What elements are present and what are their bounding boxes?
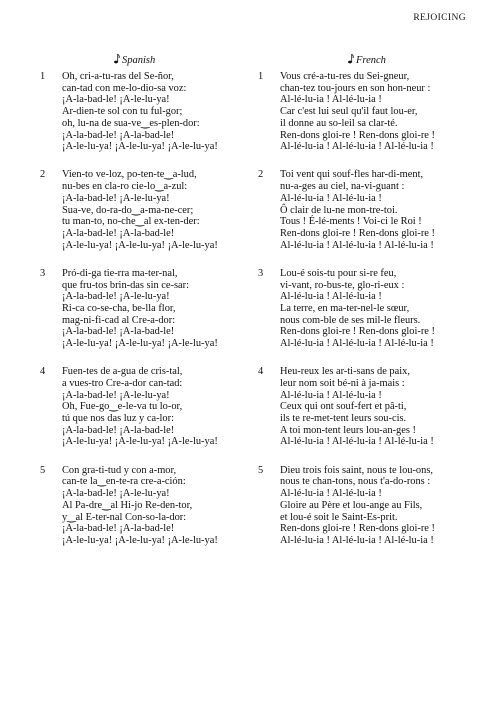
lyric-line: Ô clair de lu-ne mon-tre-toi. xyxy=(280,204,398,216)
lyric-line: Ri-ca co-se-cha, be-lla flor, xyxy=(62,302,176,314)
lyric-line: La terre, en ma-ter-nel-le sœur, xyxy=(280,302,410,314)
lyric-line: a vues-tro Cre-a-dor can-tad: xyxy=(62,377,183,389)
stanza-number: 4 xyxy=(40,366,46,378)
stanza-number: 3 xyxy=(40,267,46,279)
lyric-line: ils te re-met-tent leurs sou-cis. xyxy=(280,413,407,425)
lyric-line: Car c'est lui seul qu'il faut lou-er, xyxy=(280,106,418,118)
lyric-line: oh, lu-na de sua-ve‿es-plen-dor: xyxy=(62,117,200,129)
spanish-column-label: Spanish xyxy=(122,55,156,66)
lyric-line: tu man-to, no-che‿al ex-ten-der: xyxy=(62,216,200,228)
lyric-line: Toi vent qui souf-fles har-di-ment, xyxy=(280,169,424,181)
running-header: REJOICING xyxy=(413,13,466,23)
lyric-line: ¡A-le-lu-ya! ¡A-le-lu-ya! ¡A-le-lu-ya! xyxy=(62,534,218,546)
lyric-line: ¡A-la-bad-le! ¡A-la-bad-le! xyxy=(62,326,175,338)
lyric-line: Ar-dien-te sol con tu ful-gor; xyxy=(62,106,183,118)
stanza-number: 1 xyxy=(258,71,264,82)
lyric-line: Tous ! É-lé-ments ! Voi-ci le Roi ! xyxy=(280,216,422,228)
lyric-line: Fuen-tes de a-gua de cris-tal, xyxy=(62,366,183,378)
lyric-line: mag-ni-fi-cad al Cre-a-dor: xyxy=(62,314,176,326)
lyric-line: nous te chan-tons, nous t'a-do-rons : xyxy=(280,476,431,488)
lyric-line: vi-vant, ro-bus-te, glo-ri-eux : xyxy=(280,279,405,291)
lyric-line: Al-lé-lu-ia ! Al-lé-lu-ia ! Al-lé-lu-ia ! xyxy=(280,239,434,251)
stanza-number: 1 xyxy=(40,71,46,82)
lyric-line: nu-a-ges au ciel, na-vi-guant : xyxy=(280,181,405,193)
lyric-line: Ceux qui ont souf-fert et pâ-ti, xyxy=(280,401,407,413)
lyric-line: et lou-é soit le Saint-Es-prit. xyxy=(280,511,398,523)
lyric-line: Al-lé-lu-ia ! Al-lé-lu-ia ! Al-lé-lu-ia ! xyxy=(280,141,434,153)
lyric-line: Al-lé-lu-ia ! Al-lé-lu-ia ! xyxy=(280,291,382,303)
lyric-line: Ren-dons gloi-re ! Ren-dons gloi-re ! xyxy=(280,523,435,535)
lyric-line: Al-lé-lu-ia ! Al-lé-lu-ia ! xyxy=(280,389,382,401)
lyric-line: Vous cré-a-tu-res du Sei-gneur, xyxy=(280,71,410,82)
lyric-line: ¡A-la-bad-le! ¡A-la-bad-le! xyxy=(62,523,175,535)
stanza-number: 3 xyxy=(258,267,264,279)
lyric-line: Ren-dons gloi-re ! Ren-dons gloi-re ! xyxy=(280,326,435,338)
stanza-number: 2 xyxy=(258,169,264,181)
lyric-line: Heu-reux les ar-ti-sans de paix, xyxy=(280,366,410,378)
lyric-line: Vien-to ve-loz, po-ten-te‿a-lud, xyxy=(62,169,197,181)
lyric-line: Al-lé-lu-ia ! Al-lé-lu-ia ! xyxy=(280,192,382,204)
lyric-line: ¡A-le-lu-ya! ¡A-le-lu-ya! ¡A-le-lu-ya! xyxy=(62,239,218,251)
french-column xyxy=(258,55,473,563)
stanza xyxy=(258,465,473,547)
stanza-number: 5 xyxy=(258,464,264,476)
lyric-line: ¡A-la-bad-le! ¡A-la-bad-le! xyxy=(62,227,175,239)
lyric-line: ¡A-le-lu-ya! ¡A-le-lu-ya! ¡A-le-lu-ya! xyxy=(62,141,218,153)
spanish-column xyxy=(40,55,250,563)
stanza xyxy=(40,366,250,448)
lyric-line: ¡A-la-bad-le! ¡A-le-lu-ya! xyxy=(62,389,170,401)
lyric-line: ¡A-la-bad-le! ¡A-le-lu-ya! xyxy=(62,488,170,500)
lyric-line: Al-lé-lu-ia ! Al-lé-lu-ia ! Al-lé-lu-ia ! xyxy=(280,534,434,546)
lyric-line: leur nom soit bé-ni à ja-mais : xyxy=(280,377,405,389)
lyric-line: Sua-ve, do-ra-do‿a-ma-ne-cer; xyxy=(62,204,194,216)
lyric-line: y‿al E-ter-nal Con-so-la-dor: xyxy=(62,511,187,523)
stanza xyxy=(258,71,473,153)
spanish-stanzas xyxy=(40,71,250,547)
lyric-line: Al-lé-lu-ia ! Al-lé-lu-ia ! Al-lé-lu-ia ! xyxy=(280,436,434,448)
lyric-line: ¡A-la-bad-le! ¡A-le-lu-ya! xyxy=(62,291,170,303)
french-column-label: French xyxy=(356,55,386,66)
lyric-line: nous com-ble de ses mil-le fleurs. xyxy=(280,314,421,326)
lyric-line: il donne au so-leil sa clar-té. xyxy=(280,117,398,129)
stanza xyxy=(40,71,250,153)
lyric-line: Lou-é sois-tu pour si-re feu, xyxy=(280,267,397,279)
french-stanzas xyxy=(258,71,473,547)
music-note-icon xyxy=(114,53,120,64)
stanza xyxy=(40,465,250,547)
lyric-line: Al Pa-dre‿al Hi-jo Re-den-tor, xyxy=(62,499,193,511)
lyric-line: nu-bes en cla-ro cie-lo‿a-zul: xyxy=(62,181,188,193)
stanza xyxy=(258,366,473,448)
french-column-header xyxy=(258,55,473,71)
music-note-icon xyxy=(348,53,354,64)
spanish-column-header xyxy=(40,55,250,71)
lyric-line: can-tad con me-lo-dio-sa voz: xyxy=(62,82,187,94)
stanza xyxy=(40,268,250,350)
lyric-line: Al-lé-lu-ia ! Al-lé-lu-ia ! Al-lé-lu-ia ! xyxy=(280,338,434,350)
lyric-line: chan-tez tou-jours en son hon-neur : xyxy=(280,82,431,94)
lyric-line: Pró-di-ga tie-rra ma-ter-nal, xyxy=(62,267,178,279)
stanza-number: 2 xyxy=(40,169,46,181)
lyric-line: A toi mon-tent leurs lou-an-ges ! xyxy=(280,424,416,436)
stanza xyxy=(258,169,473,251)
lyric-line: can-te la‿en-te-ra cre-a-ción: xyxy=(62,476,186,488)
stanza-number: 4 xyxy=(258,366,264,378)
lyric-line: Gloire au Père et lou-ange au Fils, xyxy=(280,499,423,511)
stanza xyxy=(40,169,250,251)
lyric-line: Oh, Fue-go‿e-le-va tu lo-or, xyxy=(62,401,183,413)
lyric-line: Al-lé-lu-ia ! Al-lé-lu-ia ! xyxy=(280,488,382,500)
lyric-line: Al-lé-lu-ia ! Al-lé-lu-ia ! xyxy=(280,94,382,106)
lyric-line: ¡A-la-bad-le! ¡A-le-lu-ya! xyxy=(62,192,170,204)
lyric-line: ¡A-la-bad-le! ¡A-la-bad-le! xyxy=(62,424,175,436)
lyric-line: que fru-tos brin-das sin ce-sar: xyxy=(62,279,189,291)
lyric-line: Ren-dons gloi-re ! Ren-dons gloi-re ! xyxy=(280,227,435,239)
lyric-line: ¡A-le-lu-ya! ¡A-le-lu-ya! ¡A-le-lu-ya! xyxy=(62,436,218,448)
stanza-number: 5 xyxy=(40,464,46,476)
lyric-line: Con gra-ti-tud y con a-mor, xyxy=(62,464,177,476)
lyric-line: Dieu trois fois saint, nous te lou-ons, xyxy=(280,464,433,476)
lyric-line: Oh, cri-a-tu-ras del Se-ñor, xyxy=(62,71,174,82)
lyric-line: tú que nos das luz y ca-lor: xyxy=(62,413,174,425)
lyric-line: Ren-dons gloi-re ! Ren-dons gloi-re ! xyxy=(280,129,435,141)
lyric-line: ¡A-le-lu-ya! ¡A-le-lu-ya! ¡A-le-lu-ya! xyxy=(62,338,218,350)
lyric-line: ¡A-la-bad-le! ¡A-la-bad-le! xyxy=(62,129,175,141)
lyric-line: ¡A-la-bad-le! ¡A-le-lu-ya! xyxy=(62,94,170,106)
stanza xyxy=(258,268,473,350)
